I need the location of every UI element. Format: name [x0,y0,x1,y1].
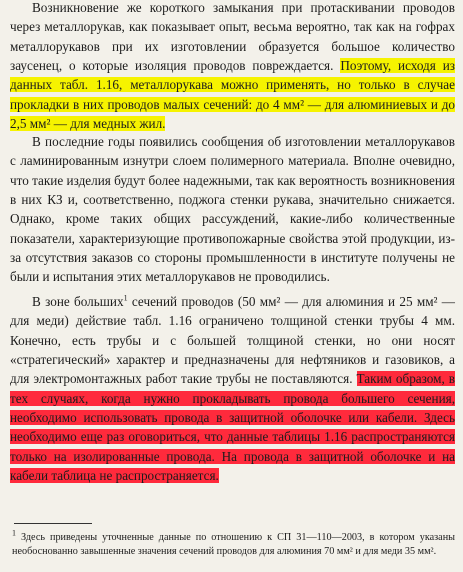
footnote [12,528,455,558]
paragraph-short-circuit [10,0,455,133]
footnote-mark: 1 [12,528,16,538]
paragraph-text: В последние годы появились сообщения об изготовлении металлорукавов с ламинированным изнутри слоем полимерного материала. Вполне очевидно, что такие изделия будут более надежными, так как вероятность возникновения в них КЗ и, соответственно, поджога стенки рукава, значительно снижается. Однако, кроме таких общих рассуждений, какие-либо количественные показатели, характеризующие противопожарные свойства этой продукции, из-за отсутствия заказов со стороны промышленности в институте получены не были и испытания этих металлорукавов не проводились. [10,134,455,285]
yellow-highlighted-text: Поэтому, исходя из данных табл. 1.16, металлорукава можно применять, но только в случае прокладки в них проводов малых сечений: до 4 мм² — для алюминиевых и до 2,5 мм² — для медных жил. [10,58,455,132]
footnote-reference: 1 [123,293,128,303]
paragraph-text: сечений проводов (50 мм² — для алюминия и 25 мм² — для меди) действие табл. 1.16 ограничено толщиной стенки трубы 4 мм. Конечно, есть трубы и с большей толщиной стенки, но они носят «стратегический» характер и предназначены для нефтяников и газовиков, а для электромонтажных работ такие трубы не поставляются. [10,294,455,387]
footnote-divider [14,523,92,524]
red-highlighted-text: Таким образом, в тех случаях, когда нужно прокладывать провода большего сечения, необходимо использовать провода в защитной оболочке или кабели. Здесь необходимо еще раз оговориться, что данные таблицы 1.16 распространяются только на изолированные провода. На провода в защитной оболочке и на кабели таблица не распространяется. [10,371,455,484]
footnote-text: Здесь приведены уточненные данные по отношению к СП 31—110—2003, в котором указаны необоснованно завышенные значения сечений проводов для алюминия 70 мм² и для меди 35 мм². [12,532,455,557]
paragraph-text: В зоне больших [32,294,124,309]
paragraph-large-sections [10,292,455,485]
paragraph-laminated-metal-hose [10,132,455,287]
paragraph-text: Возникновение же короткого замыкания при протаскивании проводов через металлорукав, как показывает опыт, весьма вероятно, так как на гофрах металлорукавов при их изготовлении образуется большое количество заусенец, о которые изоляция проводов повреждается. [10,0,455,74]
